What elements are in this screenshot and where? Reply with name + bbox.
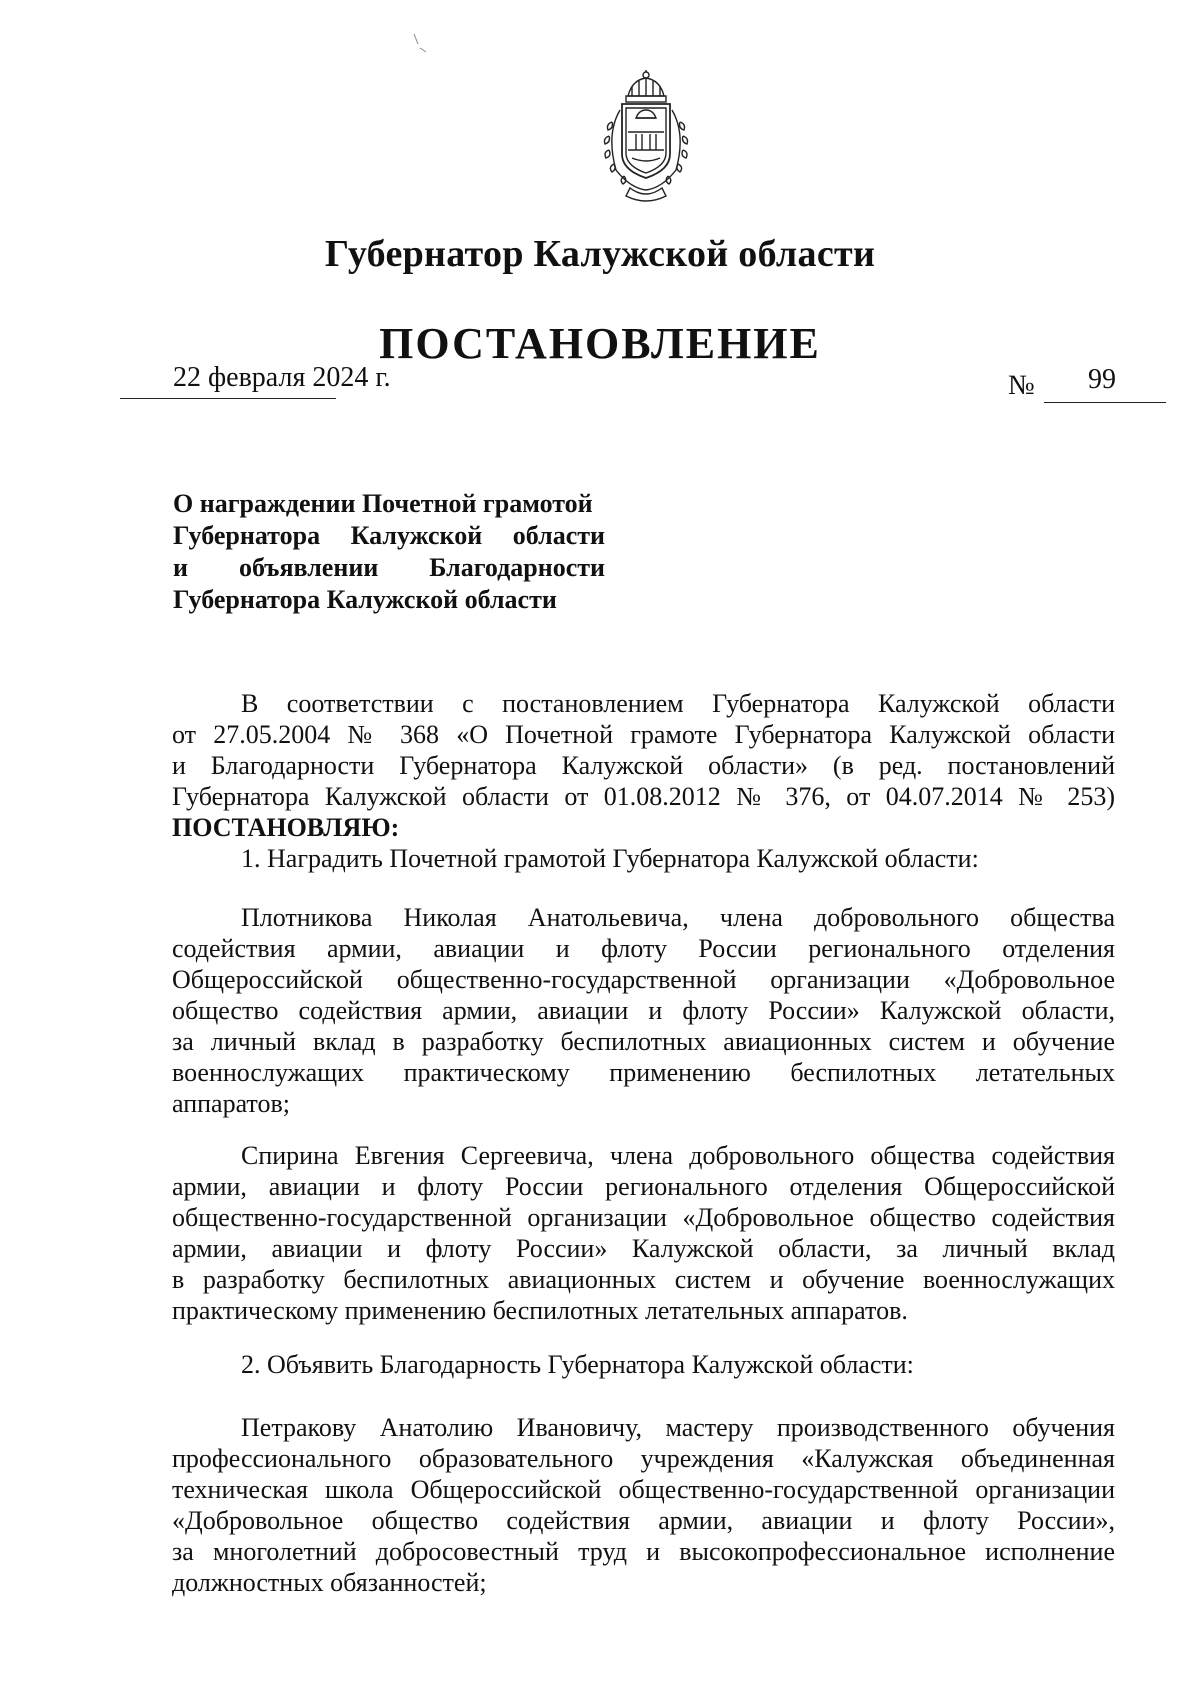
text-line: Губернатора Калужской области от 01.08.2012 № 376, от 04.07.2014 № 253) <box>172 782 1115 811</box>
scan-speck <box>412 32 432 54</box>
text-line: армии, авиации и флоту России» Калужской области, за личный вклад <box>172 1234 1115 1263</box>
text-line: общество содействия армии, авиации и флоту России» Калужской области, <box>172 996 1115 1025</box>
item-2-heading: 2. Объявить Благодарность Губернатора Калужской области: <box>241 1350 914 1379</box>
text-line: армии, авиации и флоту России регионального отделения Общероссийской <box>172 1172 1115 1201</box>
text-line: Общероссийской общественно-государственной организации «Добровольное <box>172 965 1115 994</box>
text-line: и Благодарности Губернатора Калужской области» (в ред. постановлений <box>172 751 1115 780</box>
item-1-heading: 1. Наградить Почетной грамотой Губернатора Калужской области: <box>241 844 979 873</box>
number-underline <box>1044 402 1166 403</box>
subject-line: и объявлении Благодарности <box>173 553 605 582</box>
award-recipient-1 <box>172 902 1115 1119</box>
subject-line: О награждении Почетной грамотой <box>173 489 593 518</box>
text-line: профессионального образовательного учреждения «Калужская объединенная <box>172 1444 1115 1473</box>
text-line: за многолетний добросовестный труд и высокопрофессиональное исполнение <box>172 1537 1115 1566</box>
text-line: Петракову Анатолию Ивановичу, мастеру производственного обучения <box>241 1413 1115 1442</box>
text-line: В соответствии с постановлением Губернатора Калужской области <box>241 689 1115 718</box>
text-line: Плотникова Николая Анатольевича, члена добровольного общества <box>241 903 1115 932</box>
text-line: в разработку беспилотных авиационных систем и обучение военнослужащих <box>172 1265 1115 1294</box>
text-line: за личный вклад в разработку беспилотных авиационных систем и обучение <box>172 1027 1115 1056</box>
gratitude-recipient-1 <box>172 1412 1115 1598</box>
award-recipient-2 <box>172 1140 1115 1326</box>
subject-line: Губернатора Калужской области <box>173 585 557 614</box>
text-line: техническая школа Общероссийской общественно-государственной организации <box>172 1475 1115 1504</box>
text-line: военнослужащих практическому применению беспилотных летательных <box>172 1058 1115 1087</box>
decree-word: ПОСТАНОВЛЯЮ: <box>172 813 400 842</box>
issuing-authority: Губернатор Калужской области <box>324 233 876 275</box>
coat-of-arms-icon <box>592 70 700 204</box>
text-line: практическому применению беспилотных летательных аппаратов. <box>172 1296 908 1325</box>
text-line: Спирина Евгения Сергеевича, члена добровольного общества содействия <box>241 1141 1115 1170</box>
document-date: 22 февраля 2024 г. <box>173 362 391 393</box>
document-type: ПОСТАНОВЛЕНИЕ <box>379 319 821 368</box>
text-line: содействия армии, авиации и флоту России регионального отделения <box>172 934 1115 963</box>
text-line: от 27.05.2004 № 368 «О Почетной грамоте Губернатора Калужской области <box>172 720 1115 749</box>
date-underline <box>120 398 336 399</box>
document-number: 99 <box>1088 364 1116 395</box>
preamble-paragraph <box>172 688 1115 874</box>
document-number-label: № <box>1008 370 1035 401</box>
text-line: «Добровольное общество содействия армии, авиации и флоту России», <box>172 1506 1115 1535</box>
subject-line: Губернатора Калужской области <box>173 521 605 550</box>
text-line: общественно-государственной организации «Добровольное общество содействия <box>172 1203 1115 1232</box>
text-line: аппаратов; <box>172 1089 290 1118</box>
item-2-heading-block <box>172 1349 1115 1380</box>
document-subject <box>173 488 605 616</box>
text-line: должностных обязанностей; <box>172 1568 487 1597</box>
